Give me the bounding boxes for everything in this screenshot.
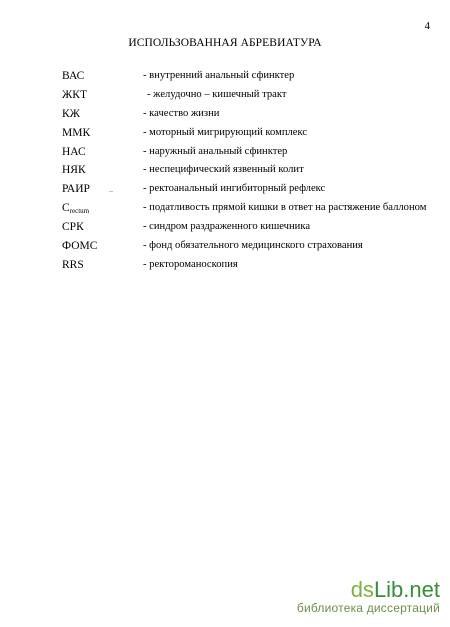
abbreviation-definition: - ректороманоскопия xyxy=(143,258,238,270)
abbreviation-row xyxy=(62,259,442,278)
abbreviation-list xyxy=(62,70,442,278)
abbreviation-term: ВАС xyxy=(62,70,85,82)
abbreviation-definition: - неспецифический язвенный колит xyxy=(143,164,304,176)
page-number: 4 xyxy=(424,20,430,32)
abbreviation-row xyxy=(62,164,442,183)
abbreviation-term: НЯК xyxy=(62,164,86,177)
abbreviation-term: ФОМС xyxy=(62,240,98,253)
abbreviation-row xyxy=(62,240,442,259)
abbreviation-term: ММК xyxy=(62,126,91,139)
abbreviation-term xyxy=(62,202,89,214)
abbreviation-row xyxy=(62,202,442,221)
page-title: ИСПОЛЬЗОВАННАЯ АБРЕВИАТУРА xyxy=(128,37,322,49)
abbreviation-row xyxy=(62,89,442,108)
abbreviation-row xyxy=(62,183,442,202)
abbreviation-term: СРК xyxy=(62,221,84,234)
abbreviation-term: RRS xyxy=(62,258,84,271)
abbreviation-term-subscript: rectum xyxy=(69,207,90,216)
abbreviation-definition: - внутренний анальный сфинктер xyxy=(143,70,295,81)
watermark-logo[interactable] xyxy=(297,579,440,601)
abbreviation-definition: - податливость прямой кишки в ответ на растяжение баллоном xyxy=(143,202,427,214)
abbreviation-definition: - наружный анальный сфинктер xyxy=(143,145,288,157)
abbreviation-definition: - ректоанальный ингибиторный рефлекс xyxy=(143,183,326,195)
abbreviation-definition: - синдром раздраженного кишечника xyxy=(143,221,311,233)
abbreviation-term: РАИР xyxy=(62,183,90,196)
abbreviation-definition: - желудочно – кишечный тракт xyxy=(147,88,287,100)
watermark[interactable] xyxy=(297,579,440,615)
abbreviation-row xyxy=(62,127,442,146)
abbreviation-term: НАС xyxy=(62,145,86,158)
abbreviation-row xyxy=(62,70,442,89)
abbreviation-row xyxy=(62,146,442,165)
abbreviation-definition: - фонд обязательного медицинского страхования xyxy=(143,240,363,252)
abbreviation-term: ЖКТ xyxy=(62,88,87,101)
abbreviation-definition: - качество жизни xyxy=(143,107,220,119)
abbreviation-row xyxy=(62,221,442,240)
abbreviation-term-main: C xyxy=(62,202,70,215)
watermark-logo-lib: Lib.net xyxy=(373,577,440,602)
abbreviation-term: КЖ xyxy=(62,107,80,120)
abbreviation-row xyxy=(62,108,442,127)
watermark-tagline: библиотека диссертаций xyxy=(296,601,440,615)
watermark-logo-ds: ds xyxy=(350,577,374,602)
stray-dash-mark: – xyxy=(109,186,113,196)
abbreviation-definition: - моторный мигрирующий комплекс xyxy=(143,126,308,138)
